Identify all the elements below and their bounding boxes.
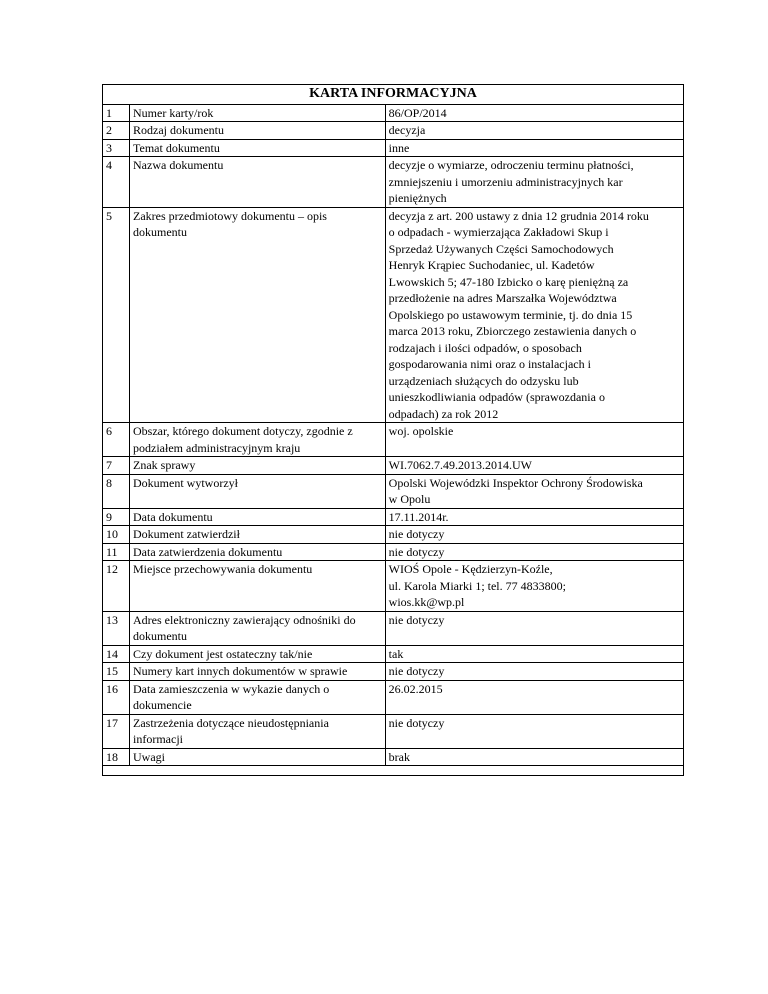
field-label-line: Dokument wytworzył bbox=[133, 475, 238, 490]
row-number: 7 bbox=[103, 457, 130, 475]
field-label bbox=[130, 508, 386, 526]
table-row bbox=[103, 104, 684, 122]
field-label-line: Uwagi bbox=[133, 749, 166, 764]
table-row bbox=[103, 157, 684, 208]
field-value-line: urządzeniach służących do odzysku lub bbox=[388, 373, 579, 388]
field-value bbox=[385, 611, 683, 645]
table-row bbox=[103, 457, 684, 475]
field-label-line: Numer karty/rok bbox=[133, 105, 214, 120]
field-value bbox=[385, 207, 683, 423]
field-value-line: Lwowskich 5; 47-180 Izbicko o karę pieniężną za bbox=[388, 274, 629, 289]
field-label-line: Dokument zatwierdził bbox=[133, 527, 240, 541]
field-value bbox=[385, 748, 683, 766]
footer-cell bbox=[103, 766, 684, 776]
field-label-line: Data zamieszczenia w wykazie danych o bbox=[133, 681, 330, 696]
table-row bbox=[103, 663, 684, 681]
field-label bbox=[130, 645, 386, 663]
row-number: 10 bbox=[103, 526, 130, 544]
table-row bbox=[103, 748, 684, 766]
field-label bbox=[130, 157, 386, 208]
table-row bbox=[103, 561, 684, 612]
field-value-line: 17.11.2014r. bbox=[388, 509, 449, 524]
row-number: 16 bbox=[103, 680, 130, 714]
row-number: 4 bbox=[103, 157, 130, 208]
row-number: 18 bbox=[103, 748, 130, 766]
table-row bbox=[103, 645, 684, 663]
field-value bbox=[385, 645, 683, 663]
field-label-line: Numery kart innych dokumentów w sprawie bbox=[133, 664, 348, 678]
field-value-line: decyzja z art. 200 ustawy z dnia 12 grudnia 2014 roku bbox=[388, 208, 649, 223]
field-label bbox=[130, 207, 386, 423]
field-value-line: rodzajach i ilości odpadów, o sposobach bbox=[388, 340, 582, 355]
field-label bbox=[130, 543, 386, 561]
field-label-line: Miejsce przechowywania dokumentu bbox=[133, 562, 313, 576]
field-value bbox=[385, 526, 683, 544]
field-value-line: nie dotyczy bbox=[388, 715, 445, 730]
field-value bbox=[385, 474, 683, 508]
table-row bbox=[103, 526, 684, 544]
field-value-line: WIOŚ Opole - Kędzierzyn-Koźle, bbox=[388, 562, 553, 576]
field-value-line: Opolski Wojewódzki Inspektor Ochrony Środowiska bbox=[388, 475, 643, 490]
field-label-line: Rodzaj dokumentu bbox=[133, 123, 224, 137]
table-row bbox=[103, 122, 684, 140]
field-value bbox=[385, 423, 683, 457]
row-number: 8 bbox=[103, 474, 130, 508]
field-value-line: brak bbox=[388, 749, 410, 764]
field-label bbox=[130, 663, 386, 681]
field-label bbox=[130, 714, 386, 748]
field-value bbox=[385, 714, 683, 748]
field-value-line: woj. opolskie bbox=[388, 424, 454, 438]
table-row bbox=[103, 611, 684, 645]
field-value-line: 86/OP/2014 bbox=[388, 105, 447, 120]
card-title: KARTA INFORMACYJNA bbox=[103, 85, 684, 105]
field-value-line: wios.kk@wp.pl bbox=[388, 595, 465, 609]
field-value bbox=[385, 680, 683, 714]
field-value-line: WI.7062.7.49.2013.2014.UW bbox=[388, 458, 532, 472]
field-label-line: Zakres przedmiotowy dokumentu – opis bbox=[133, 208, 327, 223]
field-label-line: Znak sprawy bbox=[133, 458, 196, 472]
row-number: 2 bbox=[103, 122, 130, 140]
field-value bbox=[385, 663, 683, 681]
field-label bbox=[130, 474, 386, 508]
row-number: 6 bbox=[103, 423, 130, 457]
field-label bbox=[130, 561, 386, 612]
field-value bbox=[385, 543, 683, 561]
field-value-line: nie dotyczy bbox=[388, 544, 445, 559]
row-number: 9 bbox=[103, 508, 130, 526]
field-label bbox=[130, 680, 386, 714]
row-number: 17 bbox=[103, 714, 130, 748]
field-value-line: pieniężnych bbox=[388, 191, 447, 205]
field-label bbox=[130, 104, 386, 122]
field-label bbox=[130, 611, 386, 645]
field-label bbox=[130, 423, 386, 457]
field-label-line: Zastrzeżenia dotyczące nieudostępniania bbox=[133, 715, 329, 730]
row-number: 12 bbox=[103, 561, 130, 612]
field-value-line: 26.02.2015 bbox=[388, 681, 443, 696]
field-value-line: przedłożenie na adres Marszałka Województwa bbox=[388, 291, 617, 305]
field-value-line: nie dotyczy bbox=[388, 664, 445, 678]
table-row bbox=[103, 423, 684, 457]
field-value-line: tak bbox=[388, 646, 404, 661]
field-value bbox=[385, 122, 683, 140]
field-value-line: Opolskiego po ustawowym terminie, tj. do dnia 15 bbox=[388, 307, 633, 322]
field-label-line: Temat dokumentu bbox=[133, 140, 220, 155]
table-row bbox=[103, 508, 684, 526]
field-label bbox=[130, 139, 386, 157]
field-value bbox=[385, 457, 683, 475]
field-value bbox=[385, 508, 683, 526]
field-value bbox=[385, 561, 683, 612]
field-label-line: podziałem administracyjnym kraju bbox=[133, 440, 301, 455]
field-label bbox=[130, 457, 386, 475]
row-number: 3 bbox=[103, 139, 130, 157]
field-value-line: inne bbox=[388, 140, 410, 155]
information-card-table bbox=[102, 84, 684, 776]
field-label-line: dokumentu bbox=[133, 225, 188, 239]
table-row bbox=[103, 474, 684, 508]
row-number: 1 bbox=[103, 104, 130, 122]
field-label-line: Data dokumentu bbox=[133, 509, 213, 524]
field-value-line: nie dotyczy bbox=[388, 612, 445, 627]
field-value-line: ul. Karola Miarki 1; tel. 77 4833800; bbox=[388, 578, 566, 593]
table-row bbox=[103, 543, 684, 561]
row-number: 13 bbox=[103, 611, 130, 645]
field-label-line: dokumentu bbox=[133, 629, 188, 643]
field-value-line: gospodarowania nimi oraz o instalacjach i bbox=[388, 357, 591, 371]
field-label-line: Data zatwierdzenia dokumentu bbox=[133, 544, 283, 559]
row-number: 15 bbox=[103, 663, 130, 681]
field-label bbox=[130, 748, 386, 766]
table-row bbox=[103, 680, 684, 714]
field-value-line: marca 2013 roku, Zbiorczego zestawienia danych o bbox=[388, 324, 637, 338]
title-row bbox=[103, 85, 684, 105]
field-value-line: zmniejszeniu i umorzeniu administracyjnych kar bbox=[388, 174, 623, 189]
field-value bbox=[385, 104, 683, 122]
field-value-line: decyzje o wymiarze, odroczeniu terminu płatności, bbox=[388, 158, 634, 172]
table-row bbox=[103, 207, 684, 423]
field-value bbox=[385, 139, 683, 157]
field-value-line: unieszkodliwiania odpadów (sprawozdania o bbox=[388, 390, 605, 404]
footer-row bbox=[103, 766, 684, 776]
field-label-line: Obszar, którego dokument dotyczy, zgodnie z bbox=[133, 424, 353, 438]
field-value bbox=[385, 157, 683, 208]
row-number: 14 bbox=[103, 645, 130, 663]
field-label-line: informacji bbox=[133, 732, 183, 746]
row-number: 5 bbox=[103, 207, 130, 423]
table-row bbox=[103, 139, 684, 157]
field-value-line: o odpadach - wymierzająca Zakładowi Skup i bbox=[388, 225, 609, 239]
field-label-line: Nazwa dokumentu bbox=[133, 158, 224, 172]
field-label-line: Adres elektroniczny zawierający odnośniki do bbox=[133, 612, 356, 627]
field-value-line: Sprzedaż Używanych Części Samochodowych bbox=[388, 241, 614, 256]
row-number: 11 bbox=[103, 543, 130, 561]
field-label bbox=[130, 526, 386, 544]
field-label-line: Czy dokument jest ostateczny tak/nie bbox=[133, 646, 313, 661]
field-label bbox=[130, 122, 386, 140]
field-value-line: nie dotyczy bbox=[388, 527, 445, 541]
field-label-line: dokumencie bbox=[133, 698, 192, 712]
field-value-line: odpadach) za rok 2012 bbox=[388, 406, 499, 421]
table-row bbox=[103, 714, 684, 748]
field-value-line: decyzja bbox=[388, 123, 426, 137]
field-value-line: Henryk Krąpiec Suchodaniec, ul. Kadetów bbox=[388, 258, 595, 272]
field-value-line: w Opolu bbox=[388, 492, 431, 506]
